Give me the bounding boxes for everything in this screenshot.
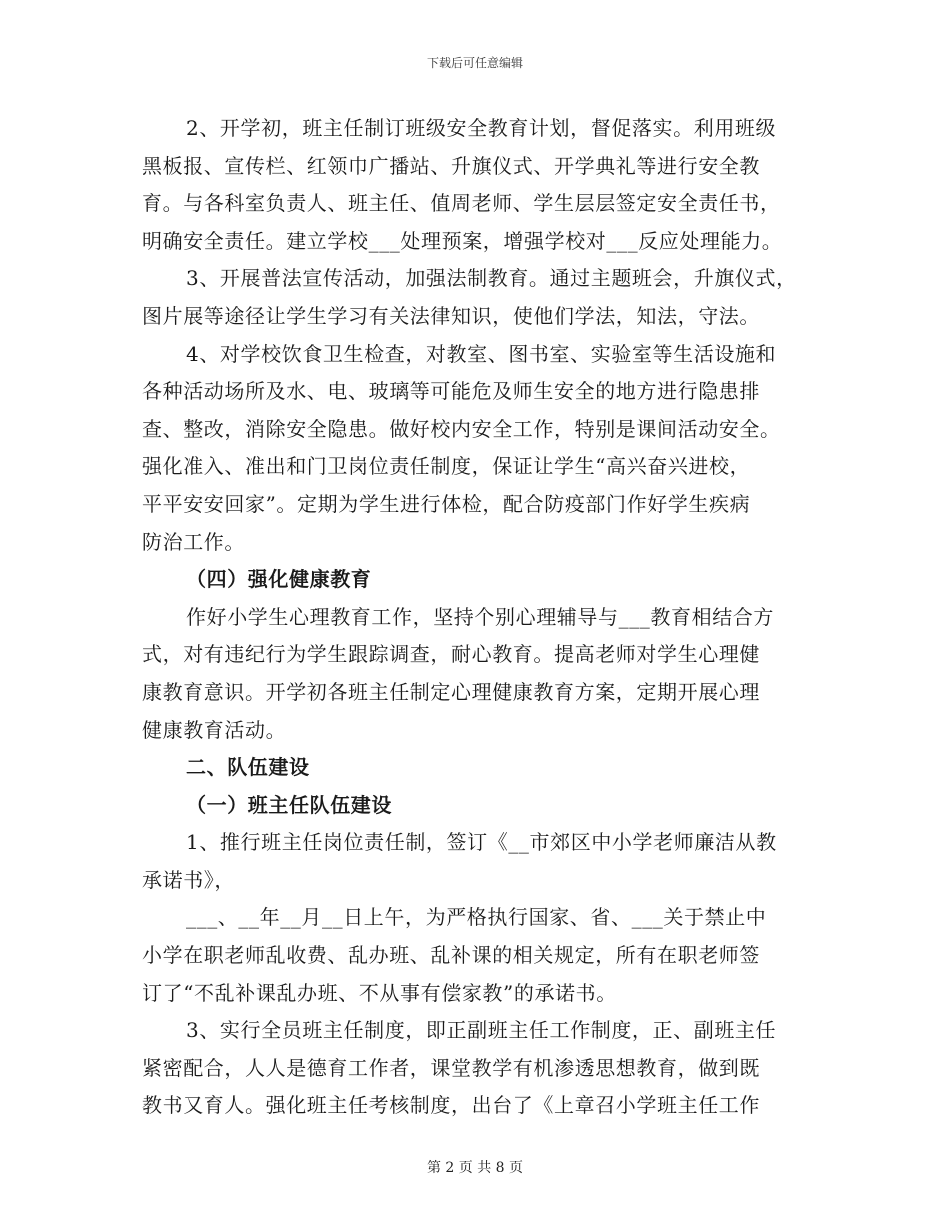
page-number: 第 2 页 共 8 页: [426, 1160, 524, 1176]
text-line: 明确安全责任。建立学校___处理预案，增强学校对___反应处理能力。: [142, 228, 783, 253]
section-heading: （四）强化健康教育: [186, 567, 372, 592]
text-line: 育。与各科室负责人、班主任、值周老师、学生层层签定安全责任书，: [142, 191, 781, 216]
text-line: ___、__年__月__日上午，为严格执行国家、省、___关于禁止中: [186, 905, 767, 930]
text-line: 小学在职老师乱收费、乱办班、乱补课的相关规定，所有在职老师签: [142, 943, 760, 968]
text-line: 防治工作。: [142, 529, 245, 554]
text-line: 承诺书》，: [142, 867, 235, 892]
text-line: 各种活动场所及水、电、玻璃等可能危及师生安全的地方进行隐患排: [142, 379, 760, 404]
text-line: 3、开展普法宣传活动，加强法制教育。通过主题班会，升旗仪式，: [186, 266, 797, 291]
text-line: 图片展等途径让学生学习有关法律知识，使他们学法，知法，守法。: [142, 303, 760, 328]
text-line: 紧密配合，人人是德育工作者，课堂教学有机渗透思想教育，做到既: [142, 1055, 760, 1080]
text-line: 3、实行全员班主任制度，即正副班主任工作制度，正、副班主任: [186, 1018, 777, 1043]
section-heading: （一）班主任队伍建设: [186, 792, 392, 817]
text-line: 作好小学生心理教育工作，坚持个别心理辅导与___教育相结合方: [186, 604, 774, 629]
text-line: 订了“不乱补课乱办班、不从事有偿家教”的承诺书。: [142, 980, 617, 1005]
text-line: 强化准入、准出和门卫岗位责任制度，保证让学生“高兴奋兴进校，: [142, 454, 751, 479]
text-line: 2、开学初，班主任制订班级安全教育计划，督促落实。利用班级: [186, 116, 777, 140]
text-line: 健康教育活动。: [142, 717, 287, 742]
section-heading: 二、队伍建设: [186, 755, 310, 780]
document-body: [142, 110, 818, 1125]
text-line: 教书又育人。强化班主任考核制度，出台了《上章召小学班主任工作: [142, 1093, 760, 1118]
text-line: 1、推行班主任岗位责任制，签订《__市郊区中小学老师廉洁从教: [186, 830, 777, 855]
page-header: 下载后可任意编辑: [426, 56, 523, 70]
text-line: 4、对学校饮食卫生检查，对教室、图书室、实验室等生活设施和: [186, 341, 777, 366]
text-line: 式，对有违纪行为学生跟踪调查，耐心教育。提高老师对学生心理健: [142, 642, 760, 667]
text-line: 康教育意识。开学初各班主任制定心理健康教育方案，定期开展心理: [142, 679, 760, 704]
text-line: 平平安安回家”。定期为学生进行体检，配合防疫部门作好学生疾病: [142, 491, 751, 516]
text-line: 黑板报、宣传栏、红领巾广播站、升旗仪式、开学典礼等进行安全教: [142, 153, 760, 178]
text-line: 查、整改，消除安全隐患。做好校内安全工作，特别是课间活动安全。: [142, 416, 781, 441]
